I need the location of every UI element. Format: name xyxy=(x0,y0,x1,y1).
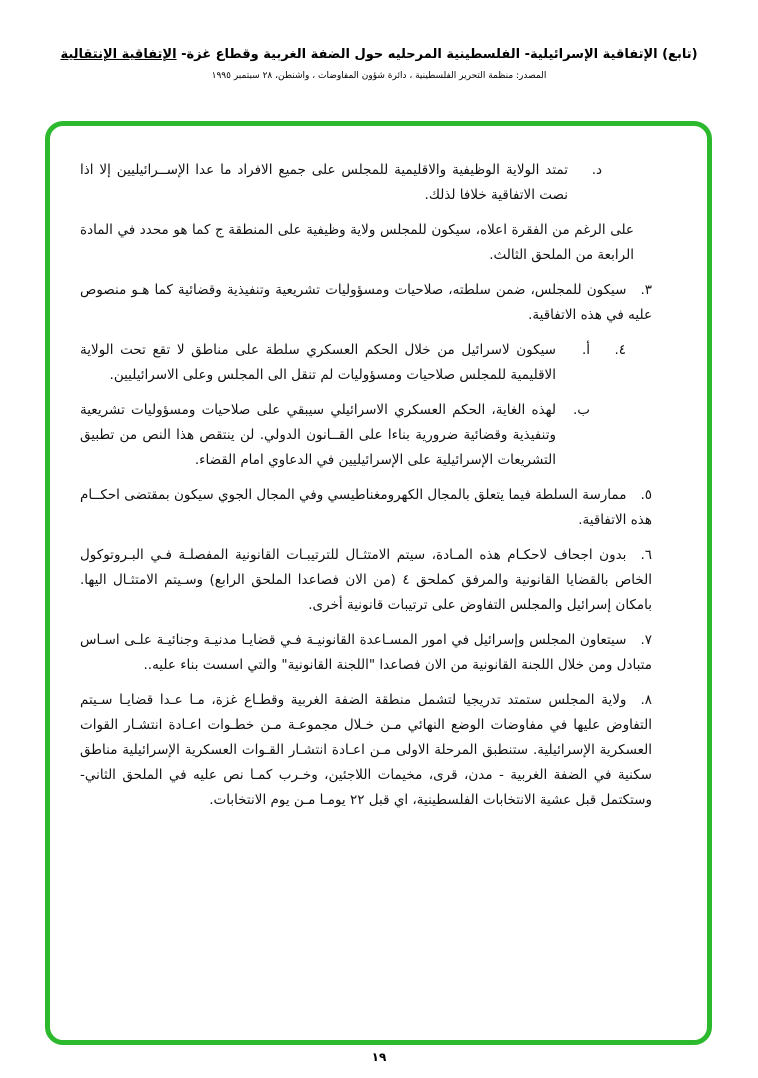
paragraph xyxy=(80,543,652,618)
paragraph xyxy=(80,483,652,533)
paragraph-marker: ٧. xyxy=(640,632,652,648)
paragraph-marker: ٥. xyxy=(640,487,652,503)
paragraph-text: سيكون لاسرائيل من خلال الحكم العسكري سلطة على مناطق لا تقع تحت الولاية الاقليمية للمجلس صلاحيات ومسؤوليات لم تنقل الى المجلس وعلى الاسرائيليين. xyxy=(80,342,556,383)
paragraph xyxy=(80,158,602,208)
paragraph xyxy=(80,218,634,268)
paragraph-text: سيكون للمجلس، ضمن سلطته، صلاحيات ومسؤوليات تشريعية وتنفيذية وقضائية كما هـو منصوص عليه في هذه الاتفاقية. xyxy=(80,282,652,323)
paragraph xyxy=(80,338,626,388)
paragraph-text: تمتد الولاية الوظيفية والاقليمية للمجلس على جميع الافراد ما عدا الإســرائيليين إلا اذا نصت الاتفاقية خلافا لذلك. xyxy=(80,162,568,203)
paragraph xyxy=(80,688,652,813)
paragraph-marker xyxy=(590,398,626,473)
page-number: ١٩ xyxy=(371,1050,387,1064)
paragraph xyxy=(80,278,652,328)
paragraph-submarker: ب. xyxy=(572,402,590,418)
document-header xyxy=(0,46,758,81)
paragraph-marker: د. xyxy=(591,162,602,178)
body-paragraphs xyxy=(80,158,652,813)
source-line: المصدر: منظمة التحرير الفلسطينية ، دائرة شؤون المفاوضات ، واشنطن، ٢٨ سبتمبر ١٩٩٥ xyxy=(211,71,547,81)
paragraph-text: سيتعاون المجلس وإسرائيل في امور المسـاعدة القانونيـة فـي قضايـا مدنيـة وجنائيـة علـى اسـاس متبادل ومن خلال اللجنة القانونية من الان فصاعدا "اللجنة القانونية" والتي اسست بناء عليه.. xyxy=(80,632,652,673)
paragraph-submarker: أ. xyxy=(581,342,590,358)
paragraph-marker: ٨. xyxy=(640,692,652,708)
paragraph-text: على الرغم من الفقرة اعلاه، سيكون للمجلس ولاية وظيفية على المنطقة ج كما هو محدد في المادة الرابعة من الملحق الثالث. xyxy=(80,222,634,263)
paragraph xyxy=(80,628,652,678)
paragraph-marker: ٤. xyxy=(614,342,626,358)
paragraph-marker: ٣. xyxy=(640,282,652,298)
paragraph-marker: ٦. xyxy=(640,547,652,563)
page-title xyxy=(0,46,758,64)
paragraph-text: ولاية المجلس ستمتد تدريجيا لتشمل منطقة الضفة الغربية وقطـاع غزة، مـا عـدا قضايـا سـيتم التفاوض عليها في مفاوضات الوضع النهائي مـن خـلال مجموعـة مـن خطـوات اعـادة انتشـار القوات العسكرية الإسرائيلية. ستنطبق المرحلة الاولى مـن اعـادة انتشـار القـوات العسكرية الإسرائيلية مناطق سكنية في الضفة الغربية - مدن، قرى، مخيمات اللاجئين، وخـرب كمـا نص عليه في الملحق الثاني- وستكتمل قبل عشية الانتخابات الفلسطينية، اي قبل ٢٢ يومـا مـن يوم الانتخابات. xyxy=(80,692,652,808)
title-main: (تابع) الإتفاقية الإسرائيلية- الفلسطينية المرحليه حول الضفة الغربية وقطاع غزة- xyxy=(176,47,698,62)
paragraph xyxy=(80,398,626,473)
paragraph-text: لهذه الغاية، الحكم العسكري الاسرائيلي سيبقي على صلاحيات ومسؤوليات تشريعية وتنفيذية وقضائية ضرورية بناءا على القــانون الدولي. لن ينتقص هذا النص من تطبيق التشريعات الإسرائيلية على الإسرائيليين في الدعاوي امام القضاء. xyxy=(80,402,556,468)
paragraph-text: بدون اجحاف لاحكـام هذه المـادة، سيتم الامتثـال للترتيبـات القانونية المفصلـة فـي البـروتوكول الخاص بالقضايا القانونية والمرفق كملحق ٤ (من الان فصاعدا الملحق الرابع) وسـيتم الامتثـال اليها. بامكان إسرائيل والمجلس التفاوض على ترتيبات قانونية أخرى. xyxy=(80,547,652,613)
content-frame xyxy=(45,121,712,1045)
paragraph-text: ممارسة السلطة فيما يتعلق بالمجال الكهرومغناطيسي وفي المجال الجوي سيكون بمقتضى احكــام هذه الاتفاقية. xyxy=(80,487,652,528)
title-emphasis: الإتفاقية الإنتقالية xyxy=(60,47,177,62)
